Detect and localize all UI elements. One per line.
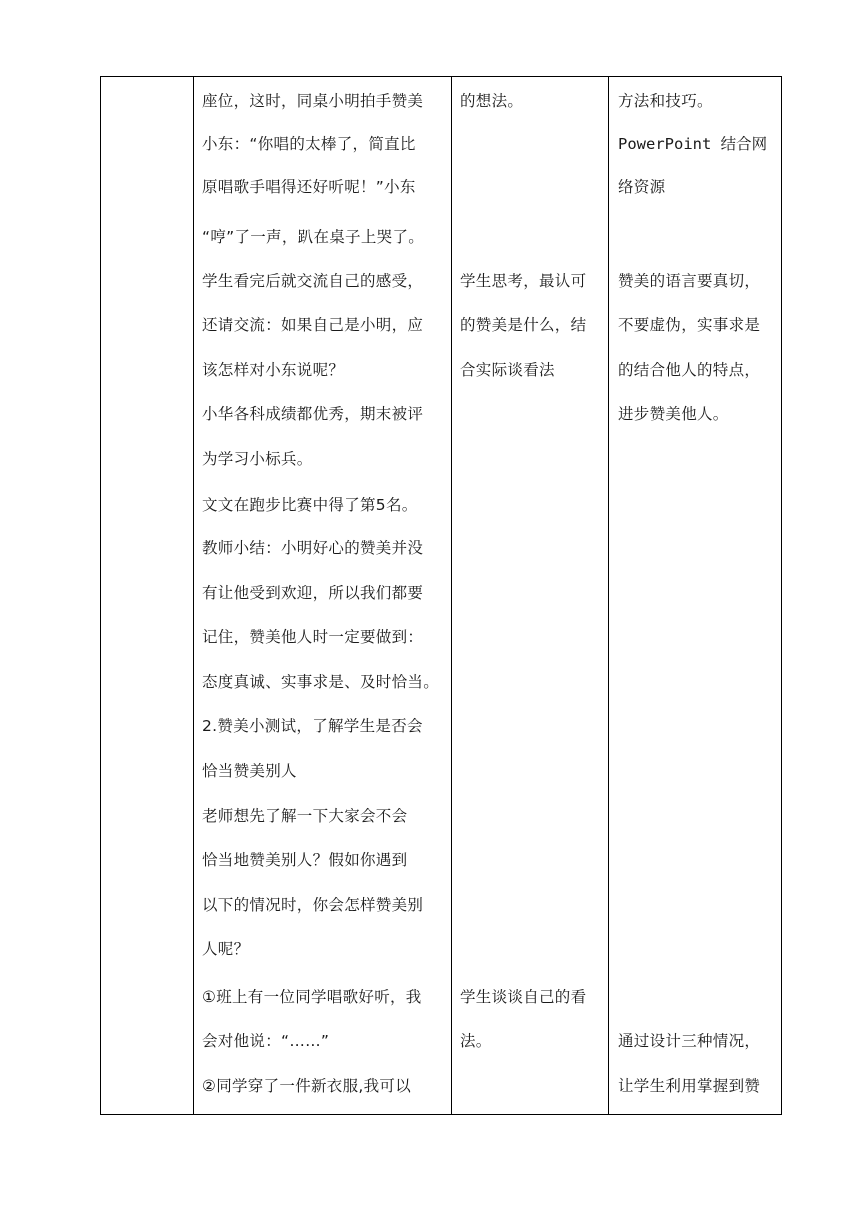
process-line: 人呢？ [202,940,250,958]
teaching-process-cell [194,77,452,1115]
process-line: 为学习小标兵。 [202,450,313,468]
intent-line: 的结合他人的特点， [618,361,761,379]
activity-line: 的想法。 [460,92,524,110]
process-line: 会对他说：“……” [202,1032,330,1050]
table-row [101,77,782,1115]
process-line: 有让他受到欢迎，所以我们都要 [202,584,424,602]
process-line: ①班上有一位同学唱歌好听，我 [202,988,422,1006]
intent-line: 进步赞美他人。 [618,405,729,423]
process-line: 2.赞美小测试，了解学生是否会 [202,717,423,735]
lesson-plan-table [100,76,782,1115]
process-line: 小华各科成绩都优秀，期末被评 [202,405,424,423]
process-line: 恰当地赞美别人？假如你遇到 [202,851,408,869]
intent-line: 方法和技巧。 [618,92,713,110]
process-line: 小东：“你唱的太棒了，简直比 [202,135,416,153]
intent-line: 络资源 [618,178,666,196]
activity-line: 法。 [460,1032,492,1050]
process-line: 学生看完后就交流自己的感受， [202,272,424,290]
process-line: 以下的情况时，你会怎样赞美别 [202,896,424,914]
process-line: 记住，赞美他人时一定要做到： [202,628,424,646]
process-line: 该怎样对小东说呢？ [202,361,345,379]
student-activity-cell [452,77,609,1115]
intent-line: PowerPoint 结合网 [618,135,768,153]
design-intent-cell [609,77,782,1115]
process-line: “哼”了一声，趴在桌子上哭了。 [202,228,425,246]
process-line: 教师小结：小明好心的赞美并没 [202,539,424,557]
intent-line: 赞美的语言要真切， [618,272,761,290]
activity-line: 学生谈谈自己的看 [460,988,587,1006]
process-line: 还请交流：如果自己是小明，应 [202,316,424,334]
activity-line: 学生思考，最认可 [460,272,587,290]
intent-line: 不要虚伪，实事求是 [618,316,761,334]
stage-column-cell [101,77,194,1115]
process-line: 老师想先了解一下大家会不会 [202,807,408,825]
process-line: 恰当赞美别人 [202,762,297,780]
intent-line: 让学生利用掌握到赞 [618,1077,761,1095]
process-line: 文文在跑步比赛中得了第5名。 [202,496,418,514]
process-line: 原唱歌手唱得还好听呢！”小东 [202,178,416,196]
intent-line: 通过设计三种情况， [618,1032,761,1050]
process-line: ②同学穿了一件新衣服,我可以 [202,1077,412,1095]
activity-line: 的赞美是什么，结 [460,316,587,334]
process-line: 态度真诚、实事求是、及时恰当。 [202,673,440,691]
process-line: 座位，这时，同桌小明拍手赞美 [202,92,424,110]
activity-line: 合实际谈看法 [460,361,555,379]
